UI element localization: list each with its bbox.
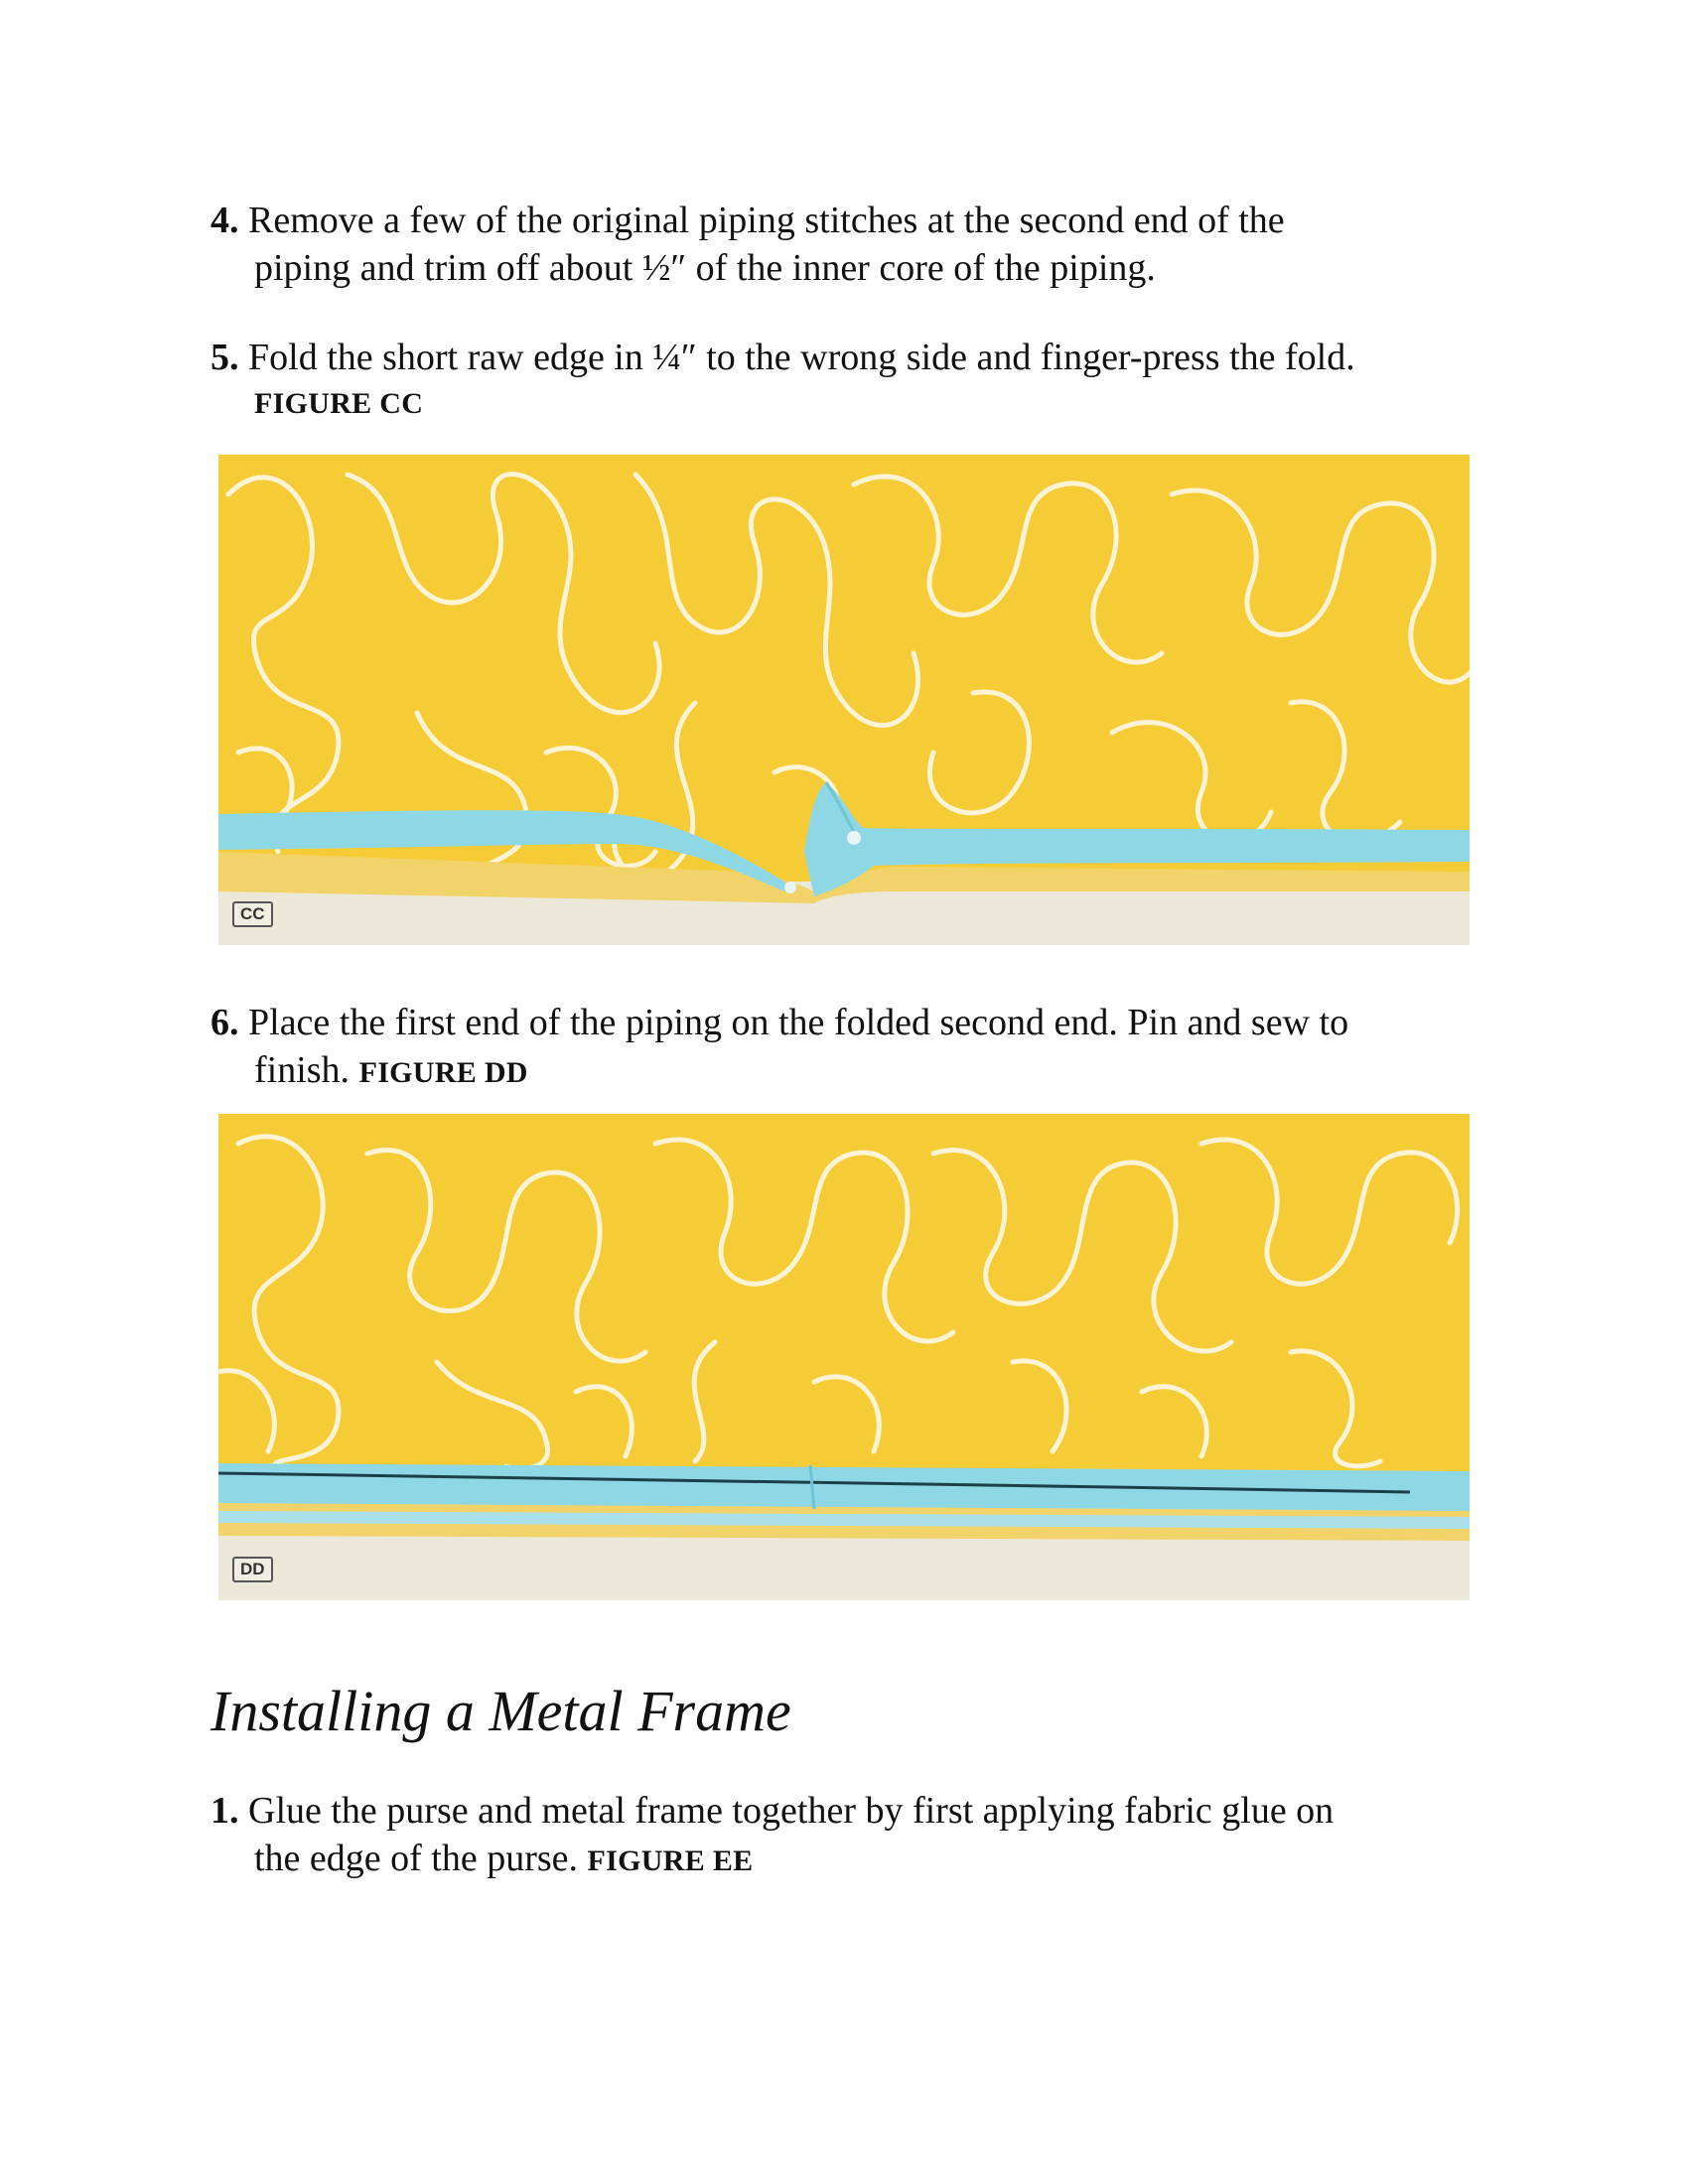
step-text-cont: finish. [254,1049,351,1091]
step-number: 4. [211,200,239,241]
step-text-cont: piping and trim off about ½″ of the inner core of the piping. [254,247,1156,289]
frame-step-1 [211,1787,1491,1885]
fabric-photo-cc [218,455,1470,945]
fabric-photo-dd [218,1114,1470,1600]
figure-reference: FIGURE CC [254,387,424,420]
step-text: Place the first end of the piping on the folded second end. Pin and sew to [248,1002,1349,1043]
step-text: Remove a few of the original piping stitches at the second end of the [248,200,1285,241]
section-heading: Installing a Metal Frame [211,1679,791,1743]
step-number: 1. [211,1790,239,1832]
figure-label: CC [232,901,273,927]
step-text: Fold the short raw edge in ¼″ to the wrong side and finger-press the fold. [248,337,1355,378]
step-4 [211,197,1491,292]
step-5 [211,334,1491,424]
figure-reference: FIGURE EE [587,1844,754,1877]
figure-reference: FIGURE DD [358,1056,528,1089]
step-text-cont: the edge of the purse. [254,1838,579,1879]
figure-dd-photo [218,1114,1470,1600]
figure-label: DD [232,1557,273,1582]
step-6 [211,999,1491,1097]
step-number: 6. [211,1002,239,1043]
step-text: Glue the purse and metal frame together by first applying fabric glue on [248,1790,1335,1832]
step-number: 5. [211,337,239,378]
figure-cc-photo [218,455,1470,945]
